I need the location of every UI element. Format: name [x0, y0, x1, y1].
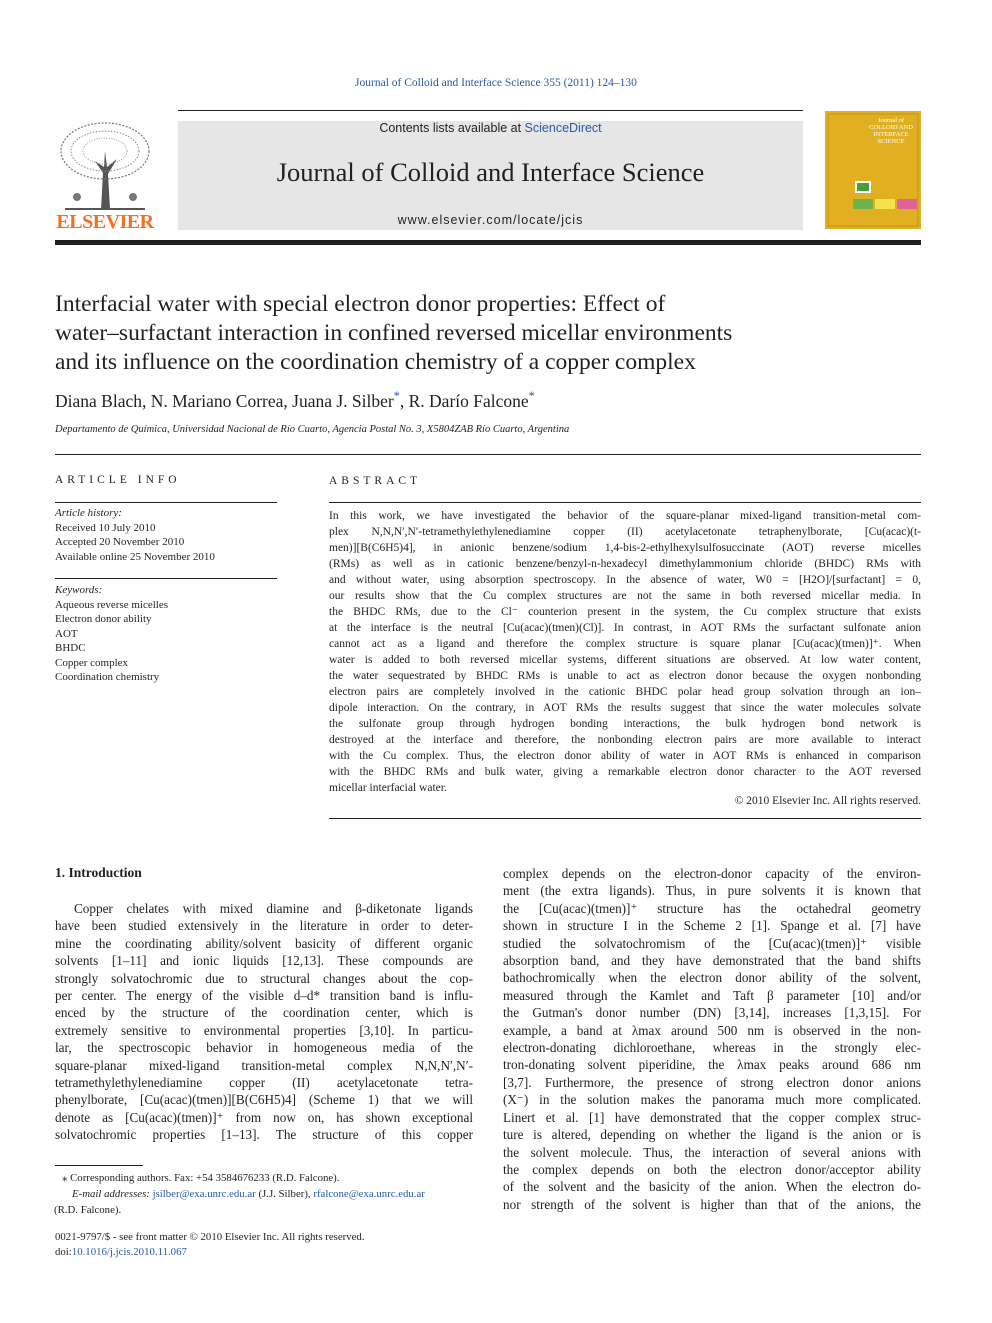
cover-line-4: SCIENCE: [877, 138, 905, 145]
corresponding-author-note: ⁎ Corresponding authors. Fax: +54 3584676233 (R.D. Falcone).: [62, 1172, 340, 1184]
keyword-item: AOT: [55, 627, 78, 640]
abstract-copyright: © 2010 Elsevier Inc. All rights reserved.: [734, 795, 921, 807]
keyword-item: Coordination chemistry: [55, 671, 160, 683]
email-owner: (J.J. Silber),: [255, 1188, 314, 1200]
history-received: Received 10 July 2010: [55, 521, 156, 534]
body-line: nor strength of the solvent is higher than that of the anions, the: [503, 1196, 921, 1212]
body-line: (X⁻) in the solution makes the panorama much more complicated.: [503, 1092, 921, 1108]
abstract-line: with the BHDC RMs and bulk water, giving a remarkable electron donor character to the AOT reversed: [329, 766, 921, 778]
abstract-line: men)][B(C6H5)4], in anionic benzene/sodium 1,4-bis-2-ethylhexylsulfosuccinate (AOT) reverse micelles: [329, 542, 921, 554]
issn-line: 0021-9797/$ - see front matter © 2010 Elsevier Inc. All rights reserved.: [55, 1231, 365, 1243]
title-block-rule: [55, 454, 921, 455]
author-name[interactable]: , R. Darío Falcone: [399, 391, 529, 411]
title-line: and its influence on the coordination chemistry of a copper complex: [55, 349, 696, 375]
abstract-line: our results show that the Cu complex structures are not the same in both reversed micellar media. In: [329, 590, 921, 602]
abstract-line: electron pairs are completely involved in the cationic BHDC polar head group solvation through an ion–: [329, 686, 921, 698]
doi-link[interactable]: 10.1016/j.jcis.2010.11.067: [71, 1246, 187, 1258]
body-line: electron-donating dichloroethane, whereas in the strongly elec-: [503, 1040, 921, 1056]
body-line: denote as [Cu(acac)(tmen)]⁺ from now on, has shown exceptional: [55, 1109, 473, 1125]
author-name[interactable]: N. Mariano Correa,: [150, 391, 293, 411]
section-heading: 1. Introduction: [55, 865, 142, 880]
keyword-item: Aqueous reverse micelles: [55, 598, 169, 611]
history-online: Available online 25 November 2010: [55, 550, 215, 563]
title-line: water–surfactant interaction in confined reversed micellar environments: [55, 320, 733, 346]
body-line: strongly solvatochromic due to structural changes about the cop-: [55, 970, 473, 986]
email-owner: (R.D. Falcone).: [54, 1204, 122, 1216]
keywords-rule: [55, 578, 277, 579]
body-line: solvatochromic properties [1–13]. The structure of this copper: [55, 1127, 473, 1143]
abstract-line: micellar interfacial water.: [329, 782, 447, 794]
footnote-rule: [55, 1165, 143, 1166]
body-line: square-planar mixed-ligand transition-metal complex N,N,N′,N′-: [55, 1057, 473, 1073]
article-info-label: ARTICLE INFO: [55, 474, 181, 486]
body-line: the complex depends on both the electron donor/acceptor ability: [503, 1161, 921, 1177]
article-history: [55, 506, 277, 564]
abstract-line: water is added to both reversed micellar systems, different situations are observed. At low water content,: [329, 654, 921, 666]
author-name[interactable]: Juana J. Silber: [292, 391, 394, 411]
corresponding-author-mark[interactable]: *: [393, 389, 400, 404]
elsevier-wordmark: ELSEVIER: [56, 211, 154, 233]
email-link[interactable]: rfalcone@exa.unrc.edu.ar: [313, 1188, 425, 1200]
abstract-line: at the interface is the neutral [Cu(acac)(tmen)(Cl)]. In contrast, in AOT RMs the surfactant sulfonate anion: [329, 622, 921, 634]
email-link[interactable]: jsilber@exa.unrc.edu.ar: [152, 1188, 256, 1200]
body-right-column: [503, 865, 921, 1213]
abstract-line: and without water, using absorption spectroscopy. In the absence of water, W0 = [H2O]/[surfactant] = 0,: [329, 574, 921, 586]
cover-line-2: COLLOID AND: [869, 124, 913, 131]
history-accepted: Accepted 20 November 2010: [55, 536, 185, 548]
body-left-column: [55, 900, 473, 1144]
body-line: ture is altered, depending on whether the ligand is the anion or is: [503, 1127, 921, 1143]
keyword-item: Copper complex: [55, 656, 129, 669]
corresponding-author-mark[interactable]: *: [528, 389, 535, 404]
journal-masthead: [178, 121, 803, 230]
article-title: [55, 290, 921, 377]
abstract-bottom-rule: [329, 818, 921, 819]
masthead-top-rule: [178, 110, 803, 111]
cover-line-3: INTERFACE: [873, 131, 909, 138]
title-line: Interfacial water with special electron donor properties: Effect of: [55, 291, 666, 317]
author-list: [55, 391, 921, 412]
abstract-line: dipole interaction. On the contrary, in AOT RMs the results suggest that since the water molecules solvate: [329, 702, 921, 714]
body-line: tetramethylethylenediamine copper (II) acetylacetonate tetra-: [55, 1075, 473, 1091]
body-line: ment (the extra ligands). Thus, in pure solvents it is known that: [503, 883, 921, 899]
body-line: measured through the Kamlet and Taft β parameter [10] and/or: [503, 987, 921, 1003]
contents-line: [178, 121, 803, 135]
cover-line-1: Journal of: [877, 117, 905, 124]
journal-title: Journal of Colloid and Interface Science: [276, 157, 705, 187]
keywords-label: Keywords:: [55, 584, 103, 596]
article-info-rule: [55, 502, 277, 503]
abstract-text: [329, 508, 921, 796]
body-line: absorption band, and they have demonstrated that the band shifts: [503, 953, 921, 969]
email-line: [62, 1186, 477, 1202]
body-line: extremely sensitive to environmental properties [3,10]. In particu-: [55, 1022, 473, 1038]
sciencedirect-link[interactable]: ScienceDirect: [524, 121, 602, 135]
body-line: of the solvent and the basicity of the anion. When the electron do-: [503, 1179, 921, 1195]
body-line: have been studied extensively in the literature in order to deter-: [55, 918, 473, 934]
history-label: Article history:: [55, 507, 122, 519]
bottom-matter: [55, 1230, 495, 1260]
keyword-item: BHDC: [55, 642, 86, 654]
body-line: bathochromically when the electron donor ability of the solvent,: [503, 970, 921, 986]
abstract-line: the sulfonate group through hydrogen bonding interactions, the bulk hydrogen bond network is: [329, 718, 921, 730]
body-line: complex depends on the electron-donor capacity of the environ-: [503, 866, 921, 881]
elsevier-tree-icon: [55, 121, 155, 213]
body-line: mine the coordinating ability/solvent basicity of different organic: [55, 935, 473, 951]
body-line: lar, the spectroscopic behavior in homogeneous media of the: [55, 1040, 473, 1056]
body-line: shown in structure I in the Scheme 2 [1]. Spange et al. [7] have: [503, 918, 921, 934]
body-line: example, a band at λmax around 500 nm is observed in the non-: [503, 1022, 921, 1038]
body-line: studied the solvatochromism of the [Cu(acac)(tmen)]⁺ visible: [503, 935, 921, 951]
contents-prefix: Contents lists available at: [379, 121, 525, 135]
body-line: the Gutman's donor number (DN) [3,14], increases [1,3,15]. For: [503, 1005, 921, 1021]
body-line: [3,7]. Furthermore, the presence of strong electron donor anions: [503, 1074, 921, 1090]
affiliation: Departamento de Química, Universidad Nacional de Río Cuarto, Agencia Postal No. 3, X5804ZAB Río Cuarto, Argentina: [55, 424, 570, 435]
abstract-line: (RMs) as well as in cationic benzene/benzyl-n-hexadecyl dimethylammonium chloride (BHDC) RMs with: [329, 558, 921, 570]
abstract-line: plex N,N,N′,N′-tetramethylethylenediamine copper (II) acetylacetonate tetraphenylborate, [Cu(acac)(t-: [329, 526, 921, 538]
keywords-list: [55, 583, 277, 685]
body-line: Linert et al. [1] have demonstrated that the copper complex struc-: [503, 1109, 921, 1125]
author-name[interactable]: Diana Blach,: [55, 391, 151, 411]
abstract-line: cannot act as a ligand and therefore the complex structure is square planar [Cu(acac)(tmen)]⁺. When: [329, 638, 921, 650]
abstract-rule: [329, 502, 921, 503]
body-line: phenylborate, [Cu(acac)(tmen)][B(C6H5)4] (Scheme 1) that we will: [55, 1092, 473, 1108]
body-line: Copper chelates with mixed diamine and β-diketonate ligands: [74, 901, 473, 916]
email-label: E-mail addresses:: [72, 1188, 153, 1200]
footnotes: [54, 1170, 477, 1218]
body-line: the [Cu(acac)(tmen)]⁺ structure has the octahedral geometry: [503, 900, 921, 916]
abstract-line: with the Cu complex. Thus, the electron donor ability of water in AOT RMs is enhanced in comparison: [329, 750, 921, 762]
journal-url[interactable]: www.elsevier.com/locate/jcis: [397, 213, 584, 227]
abstract-label: ABSTRACT: [329, 475, 422, 487]
doi-prefix: doi:: [55, 1246, 72, 1258]
body-line: solvents [1–11] and ionic liquids [12,13]. These compounds are: [55, 953, 473, 969]
running-head[interactable]: Journal of Colloid and Interface Science 355 (2011) 124–130: [355, 77, 637, 89]
body-line: per center. The energy of the visible d–d* transition band is influ-: [55, 988, 473, 1004]
masthead-thick-rule: [55, 240, 921, 245]
body-line: the solvent molecule. Thus, the interaction of several anions with: [503, 1144, 921, 1160]
journal-cover-image[interactable]: [825, 111, 921, 229]
doi-line: [55, 1245, 495, 1260]
abstract-line: In this work, we have investigated the behavior of the square-planar mixed-ligand transition-metal com-: [329, 510, 921, 522]
body-line: tron-donating solvent piperidine, the λmax peaks around 686 nm: [503, 1057, 921, 1073]
abstract-line: the water sequestrated by BHDC RMs is unable to act as electron donor because the oxygen nonbonding: [329, 670, 921, 682]
abstract-line: destroyed at the interface and therefore, the nonbonding electron pairs are more available to interact: [329, 734, 921, 746]
abstract-line: the BHDC RMs, due to the Cl⁻ counterion present in the system, the Cu complex structure that exists: [329, 606, 921, 618]
keyword-item: Electron donor ability: [55, 613, 152, 625]
body-line: enced by the structure of the coordination center, which is: [55, 1005, 473, 1021]
